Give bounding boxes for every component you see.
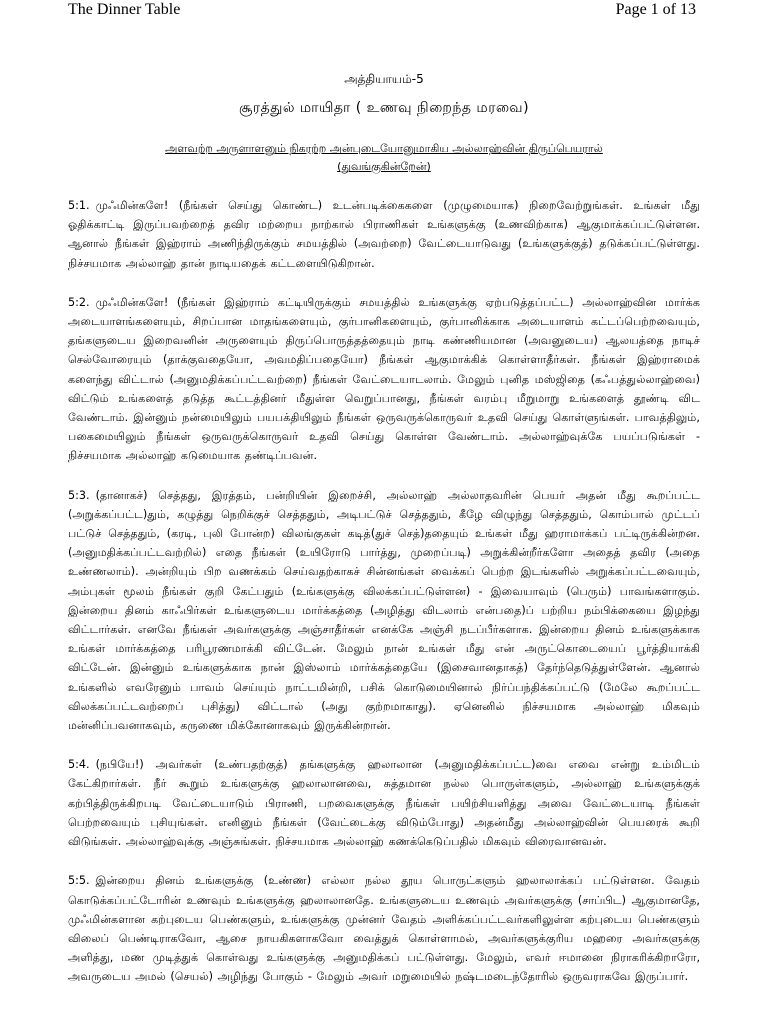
surah-title: சூரத்துல் மாயிதா ( உணவு நிறைந்த மரவை) [238,100,530,116]
verse-number: 5:1. [68,199,90,212]
verse-number: 5:2. [68,295,90,309]
verse-paragraph [68,293,700,466]
verse-number: 5:5. [68,874,90,888]
page-indicator: Page 1 of 13 [615,1,696,18]
page-header [0,1,768,29]
bismillah-line-cont: (துவங்குகின்றேன்) [337,160,431,173]
chapter-heading: அத்தியாயம்-5 [344,72,424,86]
bismillah-line: அளவற்ற அருளாளனும் நிகரற்ற அன்புடையோனுமாகிய அல்லாஹ்வின் திருப்பெயரால் [165,142,603,155]
verse-paragraph [68,196,700,273]
verse-number: 5:4. [68,758,90,772]
page-body [68,68,700,987]
verse-number: 5:3. [68,488,90,502]
document-title: The Dinner Table [68,1,181,18]
bismillah-block [68,140,700,176]
verse-text: முஃமின்களே! (நீங்கள் இஹ்ராம் கட்டியிருக்கும் சமயத்தில் உங்களுக்கு ஏற்படுத்தப்பட்ட) அல்லாஹ்வின மார்க்க அடையாளங்களையும், சிறப்பான மாதங்களையும், குர்பானிகளையும், குர்பானிக்காக அடையாளம் கட்டப்பெற்றவையும், தங்களுடைய இறைவனின் அருளையும் திருப்பொருத்தத்தையும் நாடி கண்ணியமான (அவனுடைய) ஆலயத்தை நாடிச் செல்வோரையும் (தாக்குவதையோ, அவமதிப்பதையோ) நீங்கள் ஆகுமாக்கிக் கொள்ளாதீர்கள். நீங்கள் இஹ்ராமைக் களைந்து விட்டால் (அனுமதிக்கப்பட்டவற்றை) நீங்கள் வேட்டையாடலாம். மேலும் புனித மஸ்ஜிதை (கஃபத்துல்லாஹ்வை) விட்டும் உங்களைத் தடுத்த கூட்டத்தினர் மீதுள்ள வெறுப்பானது, நீங்கள் வரம்பு மீறுமாறு உங்களைத் தூண்டி விட வேண்டாம். இன்னும் நன்மையிலும் பயபக்தியிலும் நீங்கள் ஒருவருக்கொருவர் உதவி செய்து கொள்ளுங்கள். பாவத்திலும், பகைமையிலும் நீங்கள் ஒருவருக்கொருவர் உதவி செய்து கொள்ள வேண்டாம். அல்லாஹ்வுக்கே பயப்படுங்கள் - நிச்சயமாக அல்லாஹ் கடுமையாக தண்டிப்பவன். [68,295,700,463]
verse-text: (தானாகச்) செத்தது, இரத்தம், பன்றியின் இறைச்சி, அல்லாஹ் அல்லாதவரின் பெயர் அதன் மீது கூறப்பட்ட (அறுக்கப்பட்ட)தும், கழுத்து நெறிக்குச் செத்ததும், அடிபட்டுச் செத்ததும், கீழே விழுந்து செத்ததும், கொம்பால் முட்டப் பட்டுச் செத்ததும், (கரடி, புலி போன்ற) விலங்குகள் கடித்(துச் செத்)ததையும் உங்கள் மீது ஹராமாக்கப் பட்டிருக்கின்றன. (அனுமதிக்கப்பட்டவற்றில்) எதை நீங்கள் (உயிரோடு பார்த்து, முறைப்படி) அறுக்கின்றீர்களோ அதைத் தவிர (அதை உண்ணலாம்). அன்றியும் பிற வணக்கம் செய்வதற்காகச் சின்னங்கள் வைக்கப் பெற்ற இடங்களில் அறுக்கப்பட்டவையும், அம்புகள் மூலம் நீங்கள் குறி கேட்பதும் (உங்களுக்கு விலக்கப்பட்டுள்ளன) - இவையாவும் (பெரும்) பாவங்களாகும். இன்றைய தினம் காஃபிர்கள் உங்களுடைய மார்க்கத்தை (அழித்து விடலாம் என்பதை)ப் பற்றிய நம்பிக்கையை இழந்து விட்டார்கள். எனவே நீங்கள் அவர்களுக்கு அஞ்சாதீர்கள் எனக்கே அஞ்சி நடப்பீர்களாக. இன்றைய தினம் உங்களுக்காக உங்கள் மார்க்கத்தை பரிபூரணமாக்கி விட்டேன். மேலும் நான் உங்கள் மீது என் அருட்கொடையைப் பூர்த்தியாக்கி விட்டேன். இன்னும் உங்களுக்காக நான் இஸ்லாம் மார்க்கத்தையே (இசைவானதாகத்) தேர்ந்தெடுத்துள்ளேன். ஆனால் உங்களில் எவரேனும் பாவம் செய்யும் நாட்டமின்றி, பசிக் கொடுமையினால் நிர்ப்பந்திக்கப்பட்டு (மேலே கூறப்பட்ட விலக்கப்பட்டவற்றைப் புசித்து) விட்டால் (அது குற்றமாகாது). ஏனெனில் நிச்சயமாக அல்லாஹ் மிகவும் மன்னிப்பவனாகவும், கருணை மிக்கோனாகவும் இருக்கின்றான். [68,488,700,733]
verse-text: இன்றைய தினம் உங்களுக்கு (உண்ண) எல்லா நல்ல தூய பொருட்களும் ஹலாலாக்கப் பட்டுள்ளன. வேதம் கொடுக்கப்பட்டோரின் உணவும் உங்களுக்கு ஹலாலானதே. உங்களுடைய உணவும் அவர்களுக்கு (சாப்பிட) ஆகுமானதே, முஃமின்களான கற்புடைய பெண்களும், உங்களுக்கு முன்னர் வேதம் அளிக்கப்பட்டவர்களிலுள்ள கற்புடைய பெண்களும் விலைப் பெண்டிராகவோ, ஆசை நாயகிகளாகவோ வைத்துக் கொள்ளாமல், அவர்களுக்குரிய மஹரை அவர்களுக்கு அளித்து, மண முடித்துக் கொள்வது உங்களுக்கு அனுமதிக்கப் பட்டுள்ளது. மேலும், எவர் ஈமானை நிராகரிக்கிறாரோ, அவருடைய அமல் (செயல்) அழிந்து போகும் - மேலும் அவர் மறுமையில் நஷ்டமடைந்தோரில் ஒருவராகவே இருப்பார். [68,874,700,984]
verse-text: (நபியே!) அவர்கள் (உண்பதற்குத்) தங்களுக்கு ஹலாலான (அனுமதிக்கப்பட்ட)வை எவை என்று உம்மிடம் கேட்கிறார்கள். நீர் கூறும் உங்களுக்கு ஹலாலானவை, சுத்தமான நல்ல பொருள்களும், அல்லாஹ் உங்களுக்குக் கற்பித்திருக்கிறபடி வேட்டையாடும் பிராணி, பறவைகளுக்கு நீங்கள் பயிற்சியளித்து அவை வேட்டையாடி நீங்கள் பெற்றவையும் புசியுங்கள். எனினும் நீங்கள் (வேட்டைக்கு விடும்போது) அதன்மீது அல்லாஹ்வின் பெயரைக் கூறி விடுங்கள். அல்லாஹ்வுக்கு அஞ்சுங்கள். நிச்சயமாக அல்லாஹ் கணக்கெடுப்பதில் மிகவும் விரைவானவன். [68,758,700,849]
verse-text: முஃமின்களே! (நீங்கள் செய்து கொண்ட) உடன்படிக்கைகளை (முழுமையாக) நிறைவேற்றுங்கள். உங்கள் மீது ஓதிக்காட்டி இருப்பவற்றைத் தவிர மற்றைய நாற்கால் பிராணிகள் உங்களுக்கு (உணவிற்காக) ஆகுமாக்கப்பட்டுள்ளன. ஆனால் நீங்கள் இஹ்ராம் அணிந்திருக்கும் சமயத்தில் (அவற்றை) வேட்டையாடுவது (உங்களுக்குத்) தடுக்கப்பட்டுள்ளது. நிச்சயமாக அல்லாஹ் தான் நாடியதைக் கட்டளையிடுகிறான். [68,199,700,270]
verse-paragraph [68,486,700,736]
verse-paragraph [68,755,700,851]
verse-paragraph [68,871,700,986]
